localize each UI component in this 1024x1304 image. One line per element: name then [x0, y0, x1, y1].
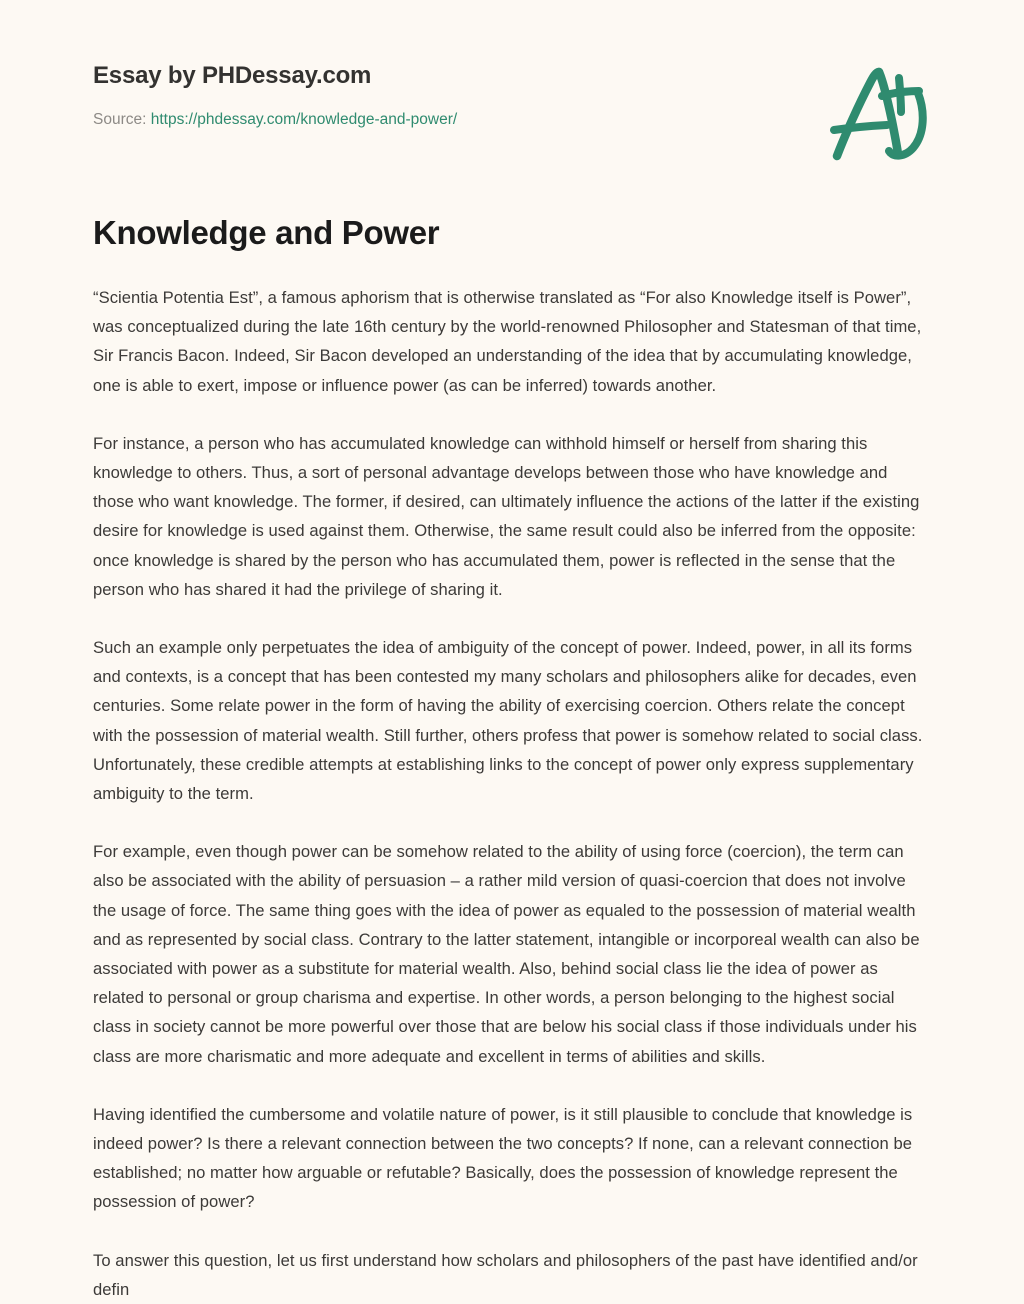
- body-paragraph: Having identified the cumbersome and volatile nature of power, is it still plausible to conclude that knowledge is indeed power? Is there a relevant connection between the two concepts? If none, can a relevant connection be established; no matter how arguable or refutable? Basically, does the possession of knowledge represent the possession of power?: [93, 1104, 913, 1212]
- a-plus-logo-icon: [815, 55, 945, 175]
- body-paragraph: “Scientia Potentia Est”, a famous aphorism that is otherwise translated as “For also Knowledge itself is Power”, was conceptualized during the late 16th century by the world-renowned Philosopher and Statesman of that time, Sir Francis Bacon. Indeed, Sir Bacon developed an understanding of the idea that by accumulating knowledge, one is able to exert, impose or influence power (as can be inferred) towards another.: [93, 288, 922, 395]
- page-title: Knowledge and Power: [93, 214, 440, 251]
- a-plus-logo: [815, 55, 945, 175]
- source-label: Source:: [93, 110, 147, 128]
- body-paragraph: For instance, a person who has accumulated knowledge can withhold himself or herself from sharing this knowledge to others. Thus, a sort of personal advantage develops between those who have knowledge and those who want knowledge. The former, if desired, can ultimately influence the actions of the latter if the existing desire for knowledge is used against them. Otherwise, the same result could also be inferred from the opposite: once knowledge is shared by the person who has accumulated them, power is reflected in the sense that the person who has shared it had the privilege of sharing it.: [93, 433, 920, 599]
- brand-title: Essay by PHDessay.com: [93, 62, 372, 89]
- source-url-link[interactable]: https://phdessay.com/knowledge-and-power/: [150, 110, 458, 128]
- body-paragraph: To answer this question, let us first understand how scholars and philosophers of the past have identified and/or defin: [93, 1250, 918, 1299]
- body-paragraph: Such an example only perpetuates the idea of ambiguity of the concept of power. Indeed, power, in all its forms and contexts, is a concept that has been contested my many scholars and philosophers alike for decades, even centuries. Some relate power in the form of having the ability of exercising coercion. Others relate the concept with the possession of material wealth. Still further, others profess that power is somehow related to social class. Unfortunately, these credible attempts at establishing links to the concept of power only express supplementary ambiguity to the term.: [93, 638, 923, 804]
- body-paragraph: For example, even though power can be somehow related to the ability of using force (coercion), the term can also be associated with the ability of persuasion – a rather mild version of quasi-coercion that does not involve the usage of force. The same thing goes with the idea of power as equaled to the possession of material wealth and as represented by social class. Contrary to the latter statement, intangible or incorporeal wealth can also be associated with power as a substitute for material wealth. Also, behind social class lie the idea of power as related to personal or group charisma and expertise. In other words, a person belonging to the highest social class in society cannot be more powerful over those that are below his social class if those individuals under his class are more charismatic and more adequate and excellent in terms of abilities and skills.: [93, 842, 920, 1066]
- document-body: [93, 283, 931, 1304]
